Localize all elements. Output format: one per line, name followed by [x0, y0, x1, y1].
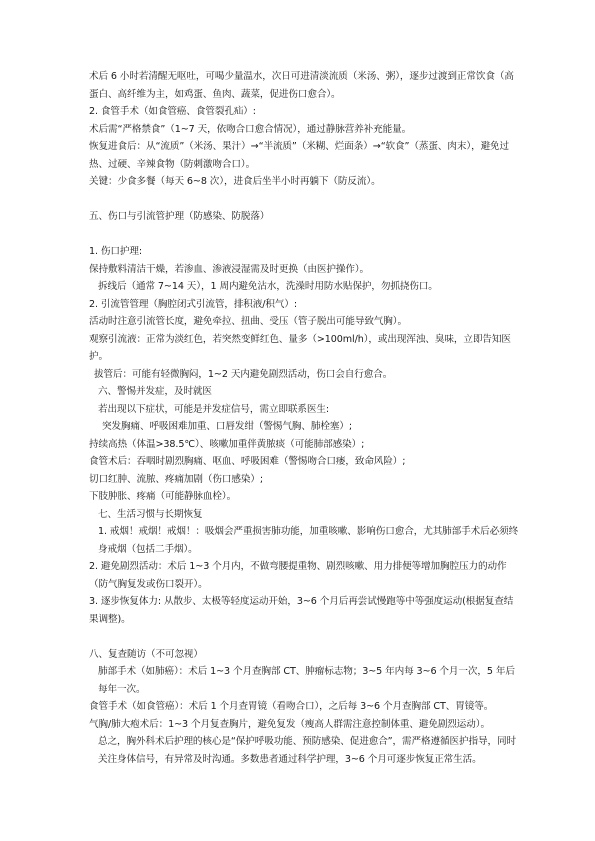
- paragraph: 拆线后（通常 7~14 天），1 周内避免沾水，洗澡时用防水贴保护，勿抓挠伤口。: [98, 281, 438, 292]
- paragraph: 总之，胸外科术后护理的核心是“保护呼吸功能、预防感染、促进愈合”，需严格遵循医护指导，同时关注身体信号，有异常及时沟通。多数患者通过科学护理，3~6 个月可逐步恢复正常生活。: [98, 736, 516, 765]
- paragraph: 术后需“严格禁食”（1~7 天，依吻合口愈合情况），通过静脉营养补充能量。: [89, 123, 412, 135]
- paragraph: 七、生活习惯与长期恢复: [98, 508, 203, 520]
- paragraph-gap: [89, 226, 519, 244]
- paragraph: 拔管后：可能有轻微胸闷，1~2 天内避免剧烈活动，伤口会自行愈合。: [94, 368, 393, 380]
- paragraph: 2. 食管手术（如食管癌、食管裂孔疝）:: [89, 106, 256, 117]
- paragraph: 气胸/肺大疱术后：1~3 个月复查胸片，避免复发（瘦高人群需注意控制体重、避免剧烈运动）。: [89, 718, 490, 730]
- paragraph: 观察引流液：正常为淡红色，若突然变鲜红色、量多（>100ml/h），或出现浑浊、臭味，立即告知医护。: [89, 333, 511, 362]
- paragraph: 食管术后：吞咽时剧烈胸痛、呕血、呼吸困难（警惕吻合口瘘，致命风险）;: [89, 456, 406, 467]
- paragraph-gap: [89, 191, 519, 209]
- paragraph: 术后 6 小时若清醒无呕吐，可喝少量温水，次日可进清淡流质（米汤、粥），逐步过渡到正常饮食（高蛋白、高纤维为主，如鸡蛋、鱼肉、蔬菜，促进伤口愈合）。: [89, 71, 514, 100]
- paragraph: 3. 逐步恢复体力: 从散步、太极等轻度运动开始，3~6 个月后再尝试慢跑等中等强度运动(根据复查结果调整)。: [89, 596, 514, 625]
- paragraph: 突发胸痛、呼吸困难加重、口唇发绀（警惕气胸、肺栓塞）;: [102, 421, 352, 432]
- paragraph: 持续高热（体温>38.5℃）、咳嗽加重伴黄脓痰（可能肺部感染）;: [89, 438, 365, 450]
- document-body: [89, 68, 519, 768]
- paragraph: 活动时注意引流管长度，避免牵拉、扭曲、受压（管子脱出可能导致气胸）。: [89, 316, 407, 327]
- paragraph: 六、警惕并发症，及时就医: [98, 386, 212, 397]
- paragraph: 2. 避免剧烈活动：术后 1~3 个月内，不做弯腰提重物、剧烈咳嗽、用力排便等增加胸腔压力的动作（防气胸复发或伤口裂开）。: [89, 561, 507, 590]
- paragraph: 1. 戒烟！戒烟！戒烟！：吸烟会严重损害肺功能，加重咳嗽、影响伤口愈合，尤其肺部手术后必须终身戒烟（包括二手烟）。: [98, 526, 519, 555]
- paragraph: 关键：少食多餐（每天 6~8 次），进食后坐半小时再躺下（防反流）。: [89, 176, 381, 187]
- paragraph: 切口红肿、流脓、疼痛加剧（伤口感染）;: [89, 473, 264, 485]
- paragraph: 恢复进食后：从“流质”（米汤、果汁）→“半流质”（米糊、烂面条）→“软食”（蒸蛋、肉末），避免过热、过硬、辛辣食物（防刺激吻合口）。: [89, 141, 510, 170]
- paragraph: 保持敷料清洁干燥，若渗血、渗液浸湿需及时更换（由医护操作）。: [89, 263, 370, 275]
- paragraph: 下肢肿胀、疼痛（可能静脉血栓）。: [89, 491, 237, 502]
- paragraph: 2. 引流管管理（胸腔闭式引流管，排积液/积气）:: [89, 298, 298, 310]
- paragraph: 若出现以下症状，可能是并发症信号，需立即联系医生:: [98, 403, 329, 415]
- paragraph: 1. 伤口护理:: [89, 246, 143, 257]
- paragraph: 食管手术（如食管癌）：术后 1 个月查胃镜（看吻合口），之后每 3~6 个月查胸部 CT、胃镜等。: [89, 701, 494, 712]
- paragraph: 八、复查随访（不可忽视）: [89, 648, 203, 660]
- paragraph: 五、伤口与引流管护理（防感染、防脱落）: [89, 211, 270, 222]
- paragraph: 肺部手术（如肺癌）：术后 1~3 个月查胸部 CT、肿瘤标志物；3~5 年内每 3~6 个月一次，5 年后每年一次。: [98, 666, 515, 695]
- paragraph-gap: [89, 628, 519, 646]
